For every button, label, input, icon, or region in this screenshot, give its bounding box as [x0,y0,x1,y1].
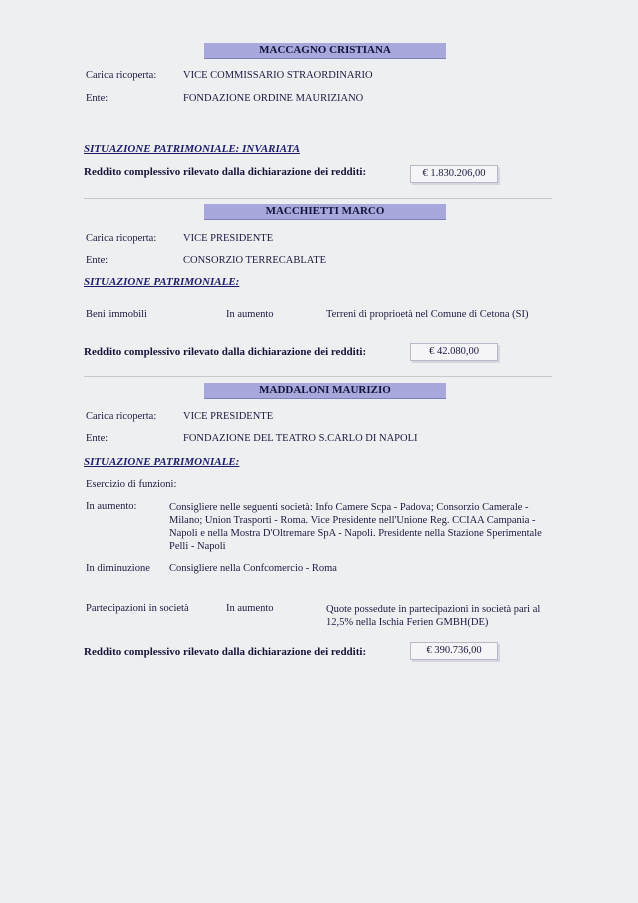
reddito-label: Reddito complessivo rilevato dalla dichiarazione dei redditi: [84,346,367,358]
situazione-heading: SITUAZIONE PATRIMONIALE: [84,456,240,468]
ente-label: Ente: [86,93,109,104]
diminuzione-text: Consigliere nella Confcomercio - Roma [169,563,337,574]
reddito-value-box: € 390.736,00 [410,642,498,660]
partecipazioni-detail: Quote possedute in partecipazioni in società pari al 12,5% nella Ischia Ferien GMBH(DE) [326,604,541,628]
ente-value: FONDAZIONE ORDINE MAURIZIANO [183,93,364,104]
situazione-heading: SITUAZIONE PATRIMONIALE: INVARIATA [84,143,300,155]
asset-category: Beni immobili [86,309,147,320]
reddito-label: Reddito complessivo rilevato dalla dichiarazione dei redditi: [84,166,367,178]
carica-label: Carica ricoperta: [86,70,157,81]
ente-value: CONSORZIO TERRECABLATE [183,255,327,266]
ente-label: Ente: [86,255,109,266]
asset-status: In aumento [226,309,274,320]
partecipazioni-category: Partecipazioni in società [86,603,189,614]
funzioni-label: Esercizio di funzioni: [86,479,177,490]
name-header: MACCAGNO CRISTIANA [204,43,446,59]
carica-value: VICE PRESIDENTE [183,233,274,244]
carica-label: Carica ricoperta: [86,411,157,422]
partecipazioni-status: In aumento [226,603,274,614]
reddito-label: Reddito complessivo rilevato dalla dichiarazione dei redditi: [84,646,367,658]
name-header: MACCHIETTI MARCO [204,204,446,220]
section-divider [84,376,552,377]
reddito-value-box: € 42.080,00 [410,343,498,361]
carica-value: VICE PRESIDENTE [183,411,274,422]
aumento-text: Consigliere nelle seguenti società: Info Camere Scpa - Padova; Consorzio Camerale - Milano; Union Trasporti - Roma. Vice Presidente nell'Unione Reg. CCIAA Campania - Napoli e nella Mostra D'Oltremare SpA - Napoli. Presidente nella Stazione Sperimentale Pelli - Napoli [169,502,542,552]
asset-detail: Terreni di proprioetà nel Comune di Cetona (SI) [326,309,529,320]
diminuzione-label: In diminuzione [86,563,150,574]
carica-value: VICE COMMISSARIO STRAORDINARIO [183,70,373,81]
ente-label: Ente: [86,433,109,444]
situazione-heading: SITUAZIONE PATRIMONIALE: [84,276,240,288]
section-divider [84,198,552,199]
aumento-label: In aumento: [86,501,137,512]
carica-label: Carica ricoperta: [86,233,157,244]
ente-value: FONDAZIONE DEL TEATRO S.CARLO DI NAPOLI [183,433,418,444]
name-header: MADDALONI MAURIZIO [204,383,446,399]
reddito-value-box: € 1.830.206,00 [410,165,498,183]
